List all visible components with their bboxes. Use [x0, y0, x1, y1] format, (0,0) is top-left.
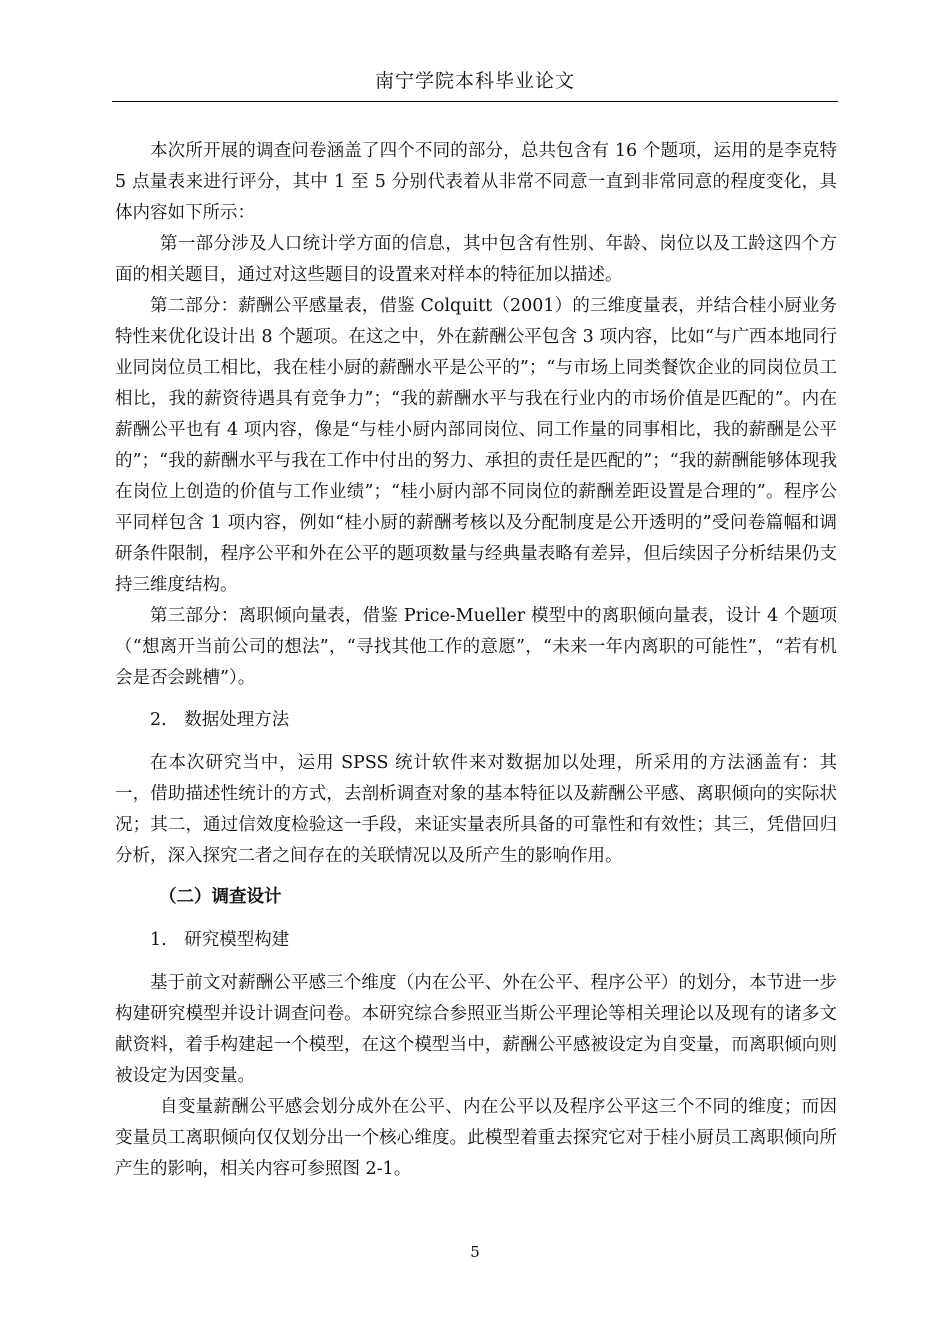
paragraph-data-processing: 在本次研究当中，运用 SPSS 统计软件来对数据加以处理，所采用的方法涵盖有：其一，借助描述性统计的方式，去剖析调查对象的基本特征以及薪酬公平感、离职倾向的实际状况；其二，通过信效度检验这一手段，来证实量表所具备的可靠性和有效性；其三，凭借回归分析，深入探究二者之间存在的关联情况以及所产生的影响作用。	[115, 753, 837, 866]
paragraph-part-three: 第三部分：离职倾向量表，借鉴 Price-Mueller 模型中的离职倾向量表，设计 4 个题项（“想离开当前公司的想法”，“寻找其他工作的意愿”，“未来一年内离职的可能性”，“若有机会是否会跳槽”）。	[115, 606, 837, 688]
document-body	[115, 136, 837, 1185]
paragraph-questionnaire-overview: 本次所开展的调查问卷涵盖了四个不同的部分，总共包含有 16 个题项，运用的是李克特 5 点量表来进行评分，其中 1 至 5 分别代表着从非常不同意一直到非常同意的程度变化，具体内容如下所示：	[115, 141, 837, 223]
heading-research-model: 1. 研究模型构建	[150, 930, 290, 950]
heading-survey-design: （二）调查设计	[159, 887, 282, 907]
paragraph-model-basis: 基于前文对薪酬公平感三个维度（内在公平、外在公平、程序公平）的划分，本节进一步构建研究模型并设计调查问卷。本研究综合参照亚当斯公平理论等相关理论以及现有的诸多文献资料，着手构建起一个模型，在这个模型当中，薪酬公平感被设定为自变量，而离职倾向则被设定为因变量。	[115, 973, 837, 1086]
paragraph-part-two: 第二部分：薪酬公平感量表，借鉴 Colquitt（2001）的三维度量表，并结合桂小厨业务特性来优化设计出 8 个题项。在这之中，外在薪酬公平包含 3 项内容，比如“与广西本地同行业同岗位员工相比，我在桂小厨的薪酬水平是公平的”；“与市场上同类餐饮企业的同岗位员工相比，我的薪资待遇具有竞争力”；“我的薪酬水平与我在行业内的市场价值是匹配的”。内在薪酬公平也有 4 项内容，像是“与桂小厨内部同岗位、同工作量的同事相比，我的薪酬是公平的”；“我的薪酬水平与我在工作中付出的努力、承担的责任是匹配的”；“我的薪酬能够体现我在岗位上创造的价值与工作业绩”；“桂小厨内部不同岗位的薪酬差距设置是合理的”。程序公平同样包含 1 项内容，例如“桂小厨的薪酬考核以及分配制度是公开透明的”受问卷篇幅和调研条件限制，程序公平和外在公平的题项数量与经典量表略有差异，但后续因子分析结果仍支持三维度结构。	[115, 296, 837, 595]
paragraph-model-dimensions: 自变量薪酬公平感会划分成外在公平、内在公平以及程序公平这三个不同的维度；而因变量员工离职倾向仅仅划分出一个核心维度。此模型着重去探究它对于桂小厨员工离职倾向所产生的影响，相关内容可参照图 2-1。	[115, 1097, 837, 1179]
running-header-title: 南宁学院本科毕业论文	[374, 70, 575, 92]
heading-data-processing: 2. 数据处理方法	[150, 710, 290, 730]
paragraph-part-one: 第一部分涉及人口统计学方面的信息，其中包含有性别、年龄、岗位以及工龄这四个方面的相关题目，通过对这些题目的设置来对样本的特征加以描述。	[115, 234, 837, 285]
page-number: 5	[470, 1243, 480, 1261]
header-divider	[112, 101, 838, 102]
